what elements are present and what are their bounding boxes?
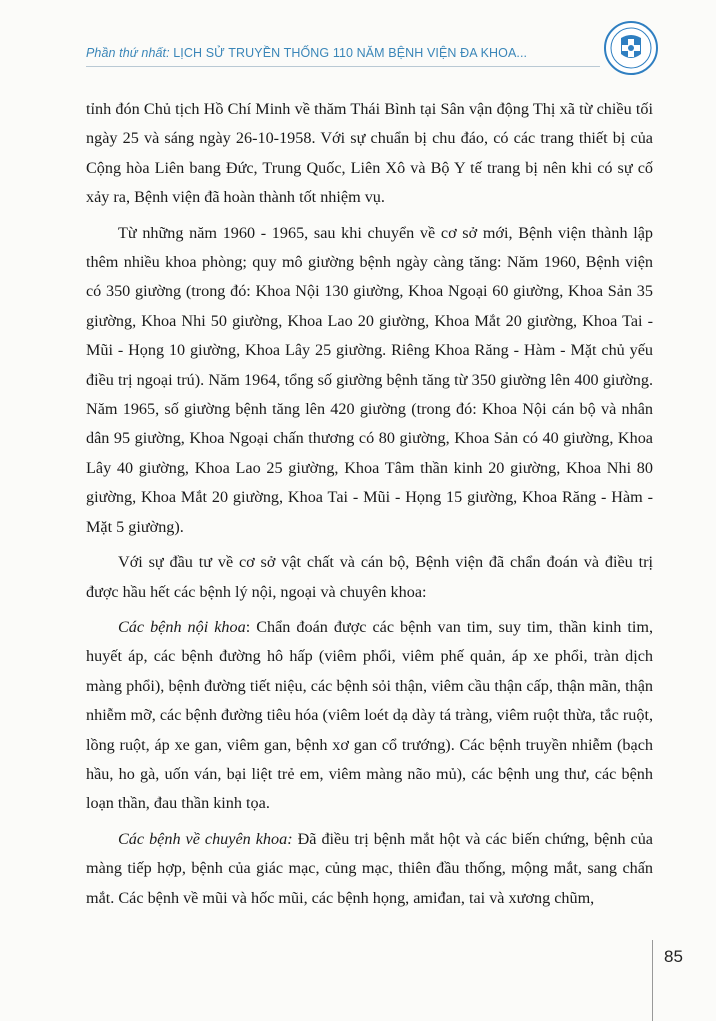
page-number-divider	[652, 940, 653, 1021]
paragraph-2: Từ những năm 1960 - 1965, sau khi chuyển về cơ sở mới, Bệnh viện thành lập thêm nhiều khoa phòng; quy mô giường bệnh ngày càng tăng: Năm 1960, Bệnh viện có 350 giường (trong đó: Khoa Nội 130 giường, Khoa Ngoại 60 giường, Khoa Sản 35 giường, Khoa Nhi 50 giường, Khoa Lao 20 giường, Khoa Mắt 20 giường, Khoa Tai - Mũi - Họng 10 giường, Khoa Lây 25 giường. Riêng Khoa Răng - Hàm - Mặt chủ yếu điều trị ngoại trú). Năm 1964, tổng số giường bệnh tăng từ 350 giường lên 400 giường. Năm 1965, số giường bệnh tăng lên 420 giường (trong đó: Khoa Nội cán bộ và nhân dân 95 giường, Khoa Ngoại chấn thương có 80 giường, Khoa Sản có 40 giường, Khoa Lây 40 giường, Khoa Lao 25 giường, Khoa Tâm thần kinh 20 giường, Khoa Nhi 80 giường, Khoa Mắt 20 giường, Khoa Tai - Mũi - Họng 15 giường, Khoa Răng - Hàm - Mặt 5 giường).	[86, 223, 653, 536]
header-section-label: Phần thứ nhất:	[86, 46, 170, 60]
header-title: LỊCH SỬ TRUYỀN THỐNG 110 NĂM BỆNH VIỆN ĐA KHOA...	[169, 46, 528, 60]
page-number: 85	[664, 947, 683, 966]
paragraph-3: Với sự đầu tư về cơ sở vật chất và cán bộ, Bệnh viện đã chẩn đoán và điều trị được hầu hết các bệnh lý nội, ngoại và chuyên khoa:	[86, 553, 653, 601]
header-divider	[86, 66, 600, 67]
paragraph-5-text: Đã điều trị bệnh mắt hột và các biến chứng, bệnh của màng tiếp hợp, bệnh của giác mạc, củng mạc, thiên đầu thống, mộng mắt, sang chấn mắt. Các bệnh về mũi và hốc mũi, các bệnh họng, amiđan, tai và xương chũm,	[86, 829, 653, 907]
paragraph-4-lead: Các bệnh nội khoa	[118, 617, 246, 636]
hospital-cross-logo	[603, 20, 659, 76]
paragraph-4-text: : Chẩn đoán được các bệnh van tim, suy tim, thần kinh tim, huyết áp, các bệnh đường hô hấp (viêm phổi, viêm phế quản, áp xe phổi, tràn dịch màng phổi), bệnh đường tiết niệu, các bệnh sỏi thận, viêm cầu thận cấp, thận mãn, thận nhiễm mỡ, các bệnh đường tiêu hóa (viêm loét dạ dày tá tràng, viêm ruột thừa, tắc ruột, lồng ruột, áp xe gan, viêm gan, bệnh xơ gan cổ trướng). Các bệnh truyền nhiễm (bạch hầu, ho gà, uốn ván, bại liệt trẻ em, viêm màng não mủ), các bệnh ung thư, các bệnh loạn thần, đau thần kinh tọa.	[86, 617, 653, 813]
running-header	[86, 46, 606, 60]
paragraph-5-lead: Các bệnh về chuyên khoa:	[118, 829, 293, 848]
page-body	[86, 95, 653, 913]
paragraph-1: tỉnh đón Chủ tịch Hồ Chí Minh về thăm Thái Bình tại Sân vận động Thị xã từ chiều tối ngày 25 và sáng ngày 26-10-1958. Với sự chuẩn bị chu đáo, có các trang thiết bị của Cộng hòa Liên bang Đức, Trung Quốc, Liên Xô và Bộ Y tế trang bị nên khi có sự cố xảy ra, Bệnh viện đã hoàn thành tốt nhiệm vụ.	[86, 100, 653, 207]
paragraph-5	[86, 825, 653, 913]
paragraph-4	[86, 613, 653, 819]
